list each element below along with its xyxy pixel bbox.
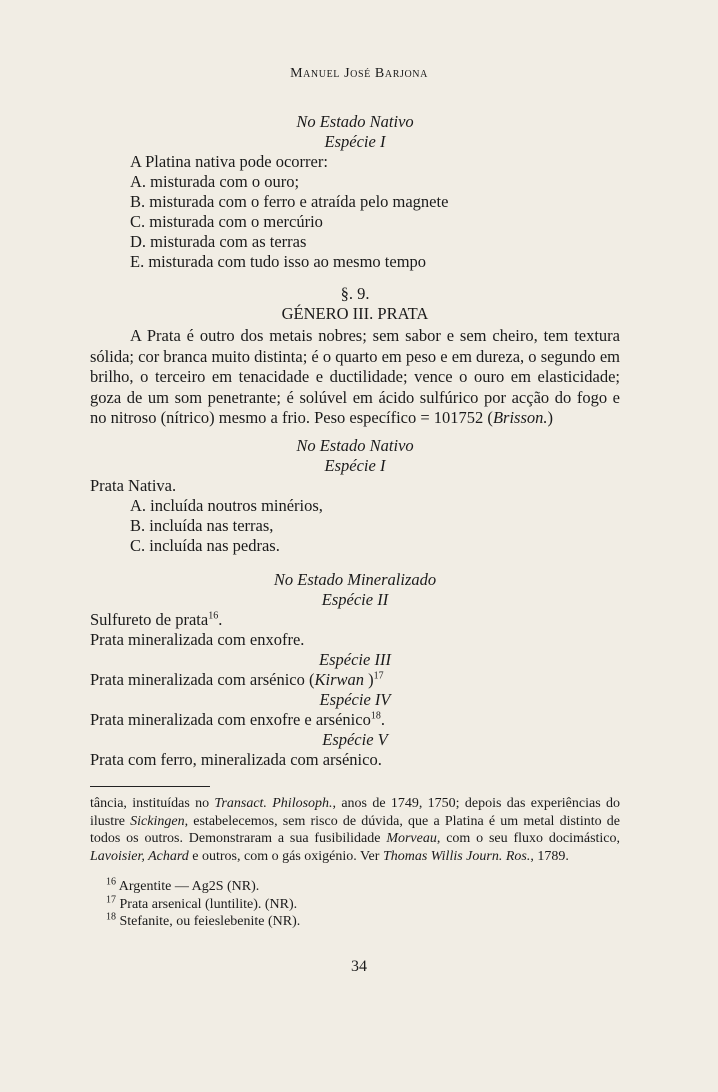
subheading-estado-nativo: No Estado Nativo bbox=[296, 436, 414, 455]
prata-native-block bbox=[90, 436, 620, 556]
section-number: §. 9. bbox=[340, 284, 370, 303]
list-item: B. incluída nas terras, bbox=[130, 516, 274, 535]
citation: Brisson. bbox=[492, 408, 548, 427]
list-item: B. misturada com o ferro e atraída pelo magnete bbox=[130, 192, 449, 211]
list-item: A. incluída noutros minérios, bbox=[130, 496, 323, 515]
intro-text: Prata Nativa. bbox=[90, 476, 177, 495]
subheading-especie: Espécie I bbox=[324, 132, 386, 151]
subheading-especie: Espécie I bbox=[324, 456, 386, 475]
species-line: Sulfureto de prata$^{16}$. bbox=[90, 610, 223, 629]
list-item: A. misturada com o ouro; bbox=[130, 172, 300, 191]
footnote-item: $^{18}$ Stefanite, ou feieslebenite (NR). bbox=[106, 911, 301, 929]
footnote-list bbox=[90, 878, 620, 931]
page-number: 34 bbox=[351, 958, 367, 975]
species-line: Prata com ferro, mineralizada com arsénico. bbox=[90, 750, 382, 769]
species-line: Prata mineralizada com enxofre. bbox=[90, 630, 305, 649]
species-line: Prata mineralizada com enxofre e arsénico$^{18}$. bbox=[90, 710, 385, 729]
section-title: GÉNERO III. PRATA bbox=[281, 304, 429, 323]
species-line: Prata mineralizada com arsénico (Kirwan )$^{17}$ bbox=[90, 670, 384, 689]
subheading-estado-mineralizado: No Estado Mineralizado bbox=[273, 570, 437, 589]
section-paragraph: A Prata é outro dos metais nobres; sem sabor e sem cheiro, tem textura sólida; cor branca muito distinta; é o quarto em peso e em dureza, o segundo em brilho, o terceiro em tenacidade e ductilidade; vence o ouro em elasticidade; goza de um som penetrante; é solúvel em ácido sulfúrico por acção do fogo e no nitroso (nítrico) mesmo a frio. Peso específico = 101752 (Brisson.) bbox=[90, 326, 620, 427]
footnote-divider bbox=[90, 786, 210, 787]
subheading-especie: Espécie III bbox=[319, 650, 391, 669]
list-item: C. incluída nas pedras. bbox=[130, 536, 280, 555]
intro-text: A Platina nativa pode ocorrer: bbox=[130, 152, 328, 171]
section-prata bbox=[90, 284, 620, 429]
prata-mineralized-block bbox=[90, 570, 620, 770]
subheading-especie: Espécie V bbox=[322, 730, 388, 749]
running-header: Manuel José Barjona bbox=[290, 66, 428, 81]
subheading-especie: Espécie II bbox=[321, 590, 389, 609]
footnote-continuation: tância, instituídas no Transact. Philosoph., anos de 1749, 1750; depois das experiências do ilustre Sickingen, estabelecemos, sem risco de dúvida, que a Platina é um metal distinto de todos os outros. Demonstraram a sua fusibilidade Morveau, com o seu fluxo docimástico, Lavoisier, Achard e outros, com o gás oxigénio. Ver Thomas Willis Journ. Ros., 1789. bbox=[90, 796, 621, 864]
subheading-estado-nativo: No Estado Nativo bbox=[296, 112, 414, 131]
list-item: C. misturada com o mercúrio bbox=[130, 212, 323, 231]
platina-native-block bbox=[90, 112, 620, 272]
list-item: D. misturada com as terras bbox=[130, 232, 307, 251]
list-item: E. misturada com tudo isso ao mesmo tempo bbox=[130, 252, 427, 271]
footnote-item: $^{16}$ Argentite — Ag2S (NR). bbox=[106, 876, 260, 894]
subheading-especie: Espécie IV bbox=[319, 690, 391, 709]
footnote-item: $^{17}$ Prata arsenical (luntilite). (NR). bbox=[106, 893, 298, 912]
